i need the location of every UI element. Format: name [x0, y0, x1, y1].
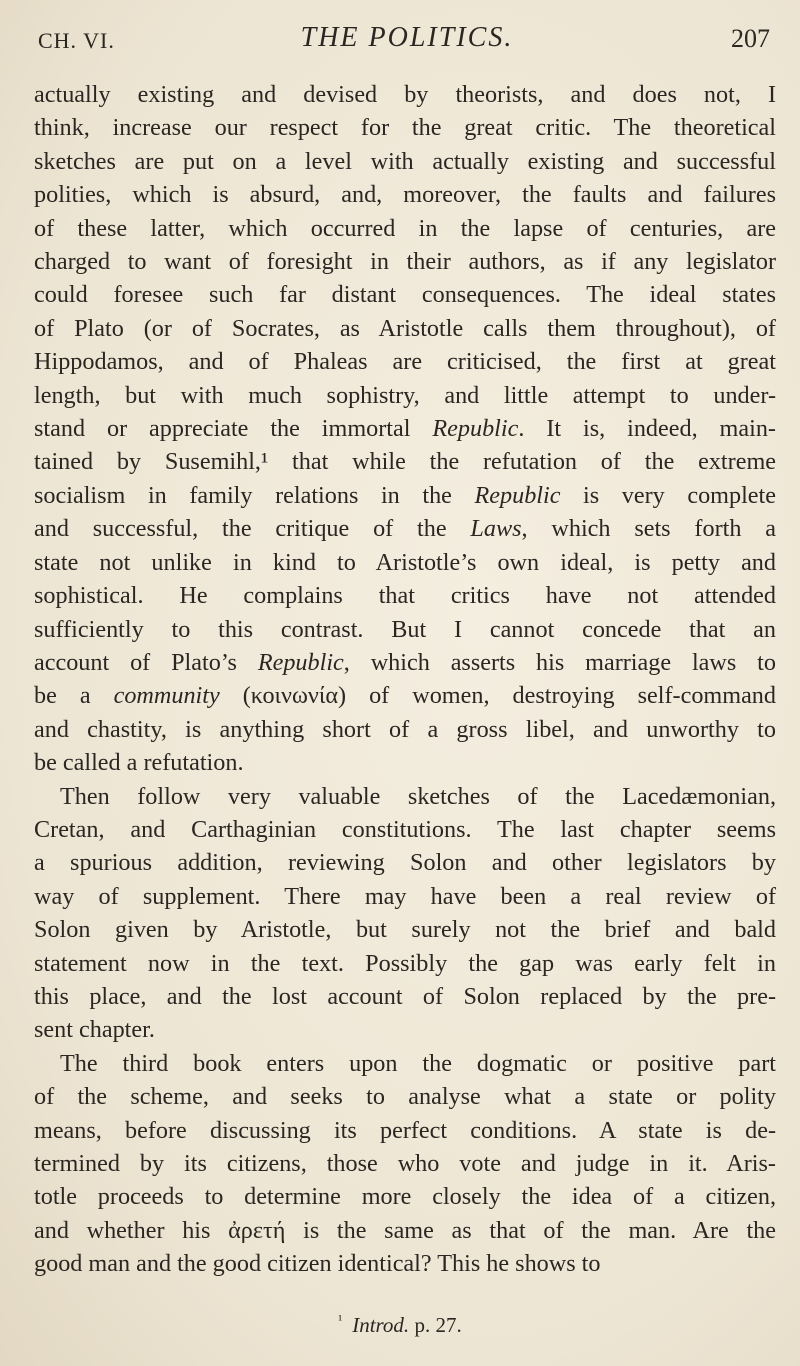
running-header [38, 22, 776, 58]
footnote-text: Introd. p. 27. [352, 1313, 462, 1337]
text-line: sophistical. He complains that critics have not attended [34, 582, 776, 610]
text-line: state not unlike in kind to Aristotle’s own ideal, is petty and [34, 548, 776, 576]
text-line: means, before discussing its perfect conditions. A state is de- [34, 1116, 776, 1144]
text-line: Solon given by Aristotle, but surely not the brief and bald [34, 916, 776, 944]
text-line: and successful, the critique of the Laws, which sets forth a [34, 515, 776, 543]
text-line: account of Plato’s Republic, which asserts his marriage laws to [34, 648, 776, 676]
text-line: could foresee such far distant consequences. The ideal states [34, 281, 776, 309]
text-line: and chastity, is anything short of a gross libel, and unworthy to [34, 715, 776, 743]
text-line: Hippodamos, and of Phaleas are criticised, the first at great [34, 348, 776, 376]
text-line: length, but with much sophistry, and little attempt to under- [34, 381, 776, 409]
text-line: of the scheme, and seeks to analyse what a state or polity [34, 1083, 776, 1111]
text-line: tained by Susemihl,¹ that while the refutation of the extreme [34, 448, 776, 476]
text-line: sufficiently to this contrast. But I cannot concede that an [34, 615, 776, 643]
page-title: THE POLITICS. [300, 22, 514, 53]
text-line: and whether his ἀρετή is the same as that of the man. Are the [34, 1216, 776, 1244]
chapter-label: CH. VI. [38, 28, 115, 53]
text-line: sent chapter. [34, 1016, 155, 1044]
text-line: statement now in the text. Possibly the gap was early felt in [34, 949, 776, 977]
text-line: think, increase our respect for the great critic. The theoretical [34, 114, 776, 142]
text-line: totle proceeds to determine more closely the idea of a citizen, [34, 1183, 776, 1211]
text-line: socialism in family relations in the Republic is very complete [34, 481, 776, 509]
body-text [34, 78, 776, 1281]
paragraph [34, 780, 776, 1047]
text-line: Cretan, and Carthaginian constitutions. The last chapter seems [34, 815, 776, 843]
text-line: this place, and the lost account of Solon replaced by the pre- [34, 982, 776, 1010]
text-line: The third book enters upon the dogmatic or positive part [60, 1049, 776, 1077]
footnote-marker: ¹ [338, 1312, 343, 1327]
text-line: sketches are put on a level with actually existing and successful [34, 147, 776, 175]
paragraph [34, 1047, 776, 1281]
text-line: polities, which is absurd, and, moreover, the faults and failures [34, 181, 776, 209]
text-line: of Plato (or of Socrates, as Aristotle calls them throughout), of [34, 314, 776, 342]
text-line: a spurious addition, reviewing Solon and other legislators by [34, 849, 776, 877]
text-line: good man and the good citizen identical? This he shows to [34, 1250, 601, 1278]
text-line: termined by its citizens, those who vote and judge in it. Aris- [34, 1150, 776, 1177]
text-line: charged to want of foresight in their authors, as if any legislator [34, 248, 776, 276]
text-line: stand or appreciate the immortal Republic. It is, indeed, main- [34, 415, 776, 443]
text-line: Then follow very valuable sketches of the Lacedæmonian, [60, 782, 776, 810]
text-line: be a community (κοινωνία) of women, destroying self-command [34, 682, 776, 710]
footnote [0, 1312, 800, 1338]
text-line: way of supplement. There may have been a real review of [34, 882, 776, 910]
paragraph [34, 78, 776, 780]
text-line: actually existing and devised by theorists, and does not, I [34, 81, 776, 108]
page-number: 207 [731, 24, 770, 53]
text-line: of these latter, which occurred in the lapse of centuries, are [34, 214, 776, 242]
text-line: be called a refutation. [34, 749, 244, 777]
